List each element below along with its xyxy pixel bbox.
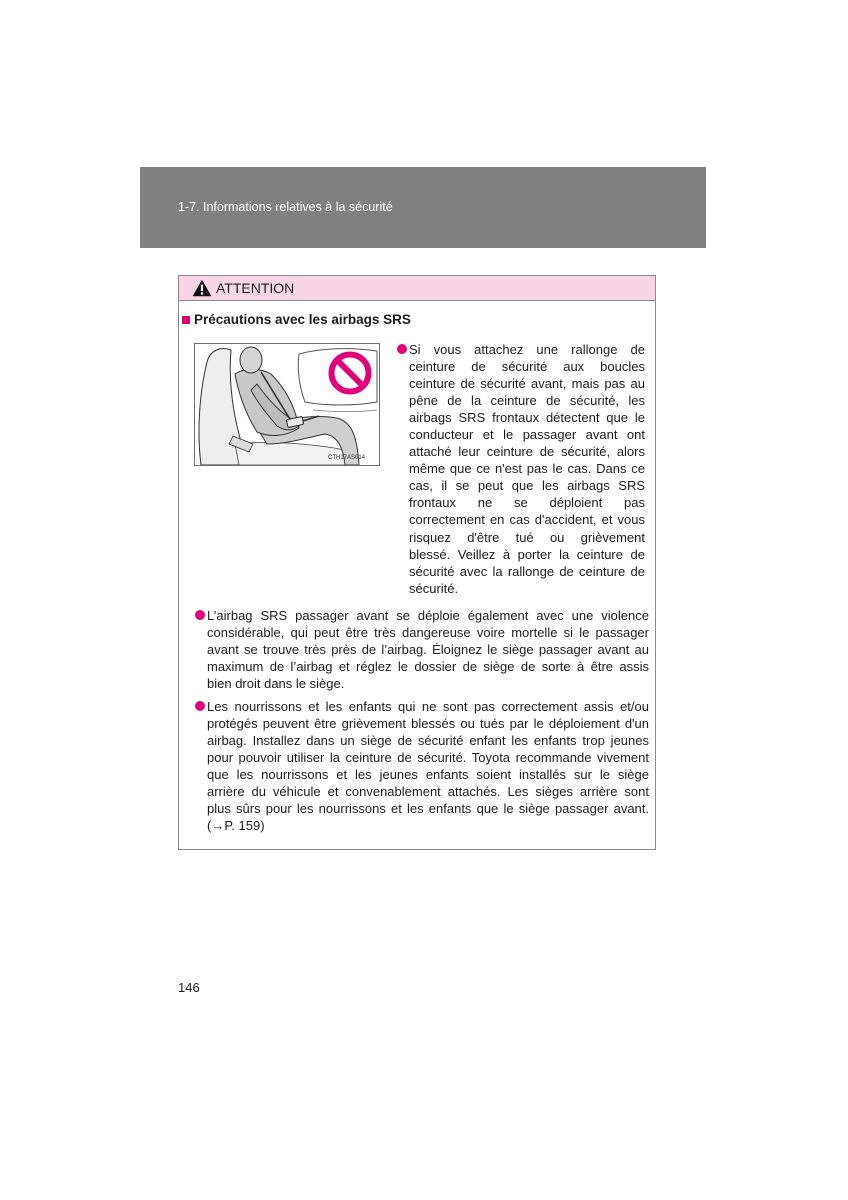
circle-bullet-icon (195, 610, 205, 620)
warning-paragraph (207, 698, 649, 835)
warning-paragraph (207, 607, 649, 692)
text-line: Si vous attachez une rallonge de (409, 341, 645, 357)
chapter-header-band (140, 167, 706, 248)
text-line: risquez d'être tué ou grièvement (409, 529, 645, 545)
square-bullet-icon (182, 316, 190, 324)
text-line: bien droit dans le siège. (207, 675, 345, 691)
circle-bullet-icon (195, 701, 205, 711)
text-line: ceinture de sécurité aux boucles (409, 358, 645, 374)
attention-box (178, 275, 656, 850)
text-line: airbag. Installez dans un siège de sécurité enfant les enfants trop jeunes (207, 732, 649, 748)
text-line: maximum de l’airbag et réglez le dossier de siège de sorte à être assis (207, 658, 649, 674)
text-line: pour pouvoir utiliser la ceinture de sécurité. Toyota recommande vivement (207, 749, 649, 765)
text-line: blessé. Veillez à porter la ceinture de (409, 546, 645, 562)
door-line (313, 410, 377, 412)
text-line: sécurité. (409, 580, 459, 596)
text-line: plus sûrs pour les nourrissons et les enfants que le siège passager avant. (207, 801, 649, 817)
text-line: ceinture de sécurité avant, mais pas au (409, 375, 645, 391)
text-line: considérable, qui peut être très dangereuse voire mortelle si le passager (207, 624, 649, 640)
prohibition-icon (328, 351, 372, 395)
text-line: frontaux ne se déploient pas (409, 495, 645, 511)
attention-header-bar (179, 276, 655, 301)
airbag-illustration (194, 343, 380, 466)
chapter-section-title: 1-7. Informations relatives à la sécurité (178, 200, 393, 214)
text-line: arrière du véhicule et convenablement attachés. Les sièges arrière sont (207, 783, 649, 799)
text-line: L’airbag SRS passager avant se déploie également avec une violence (207, 607, 649, 623)
page-number: 146 (178, 980, 200, 995)
text-line: airbags SRS frontaux détectent que le (409, 409, 645, 425)
circle-bullet-icon (397, 344, 407, 354)
text-line: correctement en cas d'accident, et vous (409, 512, 645, 528)
warning-triangle-icon (192, 279, 212, 297)
text-line: même que ce n'est pas le cas. Dans ce (409, 461, 645, 477)
section-heading: Précautions avec les airbags SRS (194, 312, 411, 327)
text-line: attaché leur ceinture de sécurité, alors (409, 444, 645, 460)
text-line: sécurité avec la rallonge de ceinture de (409, 563, 645, 579)
text-line: cas, il se peut que les airbags SRS (409, 478, 645, 494)
text-line: protégés peuvent être grièvement blessés ou tués par le déploiement d'un (207, 715, 649, 731)
page-reference-link[interactable]: (→P. 159) (207, 818, 265, 834)
passenger-head (240, 347, 262, 373)
warning-paragraph (409, 341, 645, 597)
text-line: conducteur et le passager avant ont (409, 426, 645, 442)
text-line: avant se trouve très près de l’airbag. Éloignez le siège passager avant au (207, 641, 649, 657)
text-line: Les nourrissons et les enfants qui ne sont pas correctement assis et/ou (207, 698, 649, 714)
seated-passenger-drawing (195, 344, 379, 465)
figure-code: CTH17AS014 (328, 455, 366, 461)
text-line: que les nourrissons et les jeunes enfants soient installés sur le siège (207, 766, 649, 782)
text-line: pêne de la ceinture de sécurité, les (409, 392, 645, 408)
attention-label: ATTENTION (216, 280, 295, 296)
